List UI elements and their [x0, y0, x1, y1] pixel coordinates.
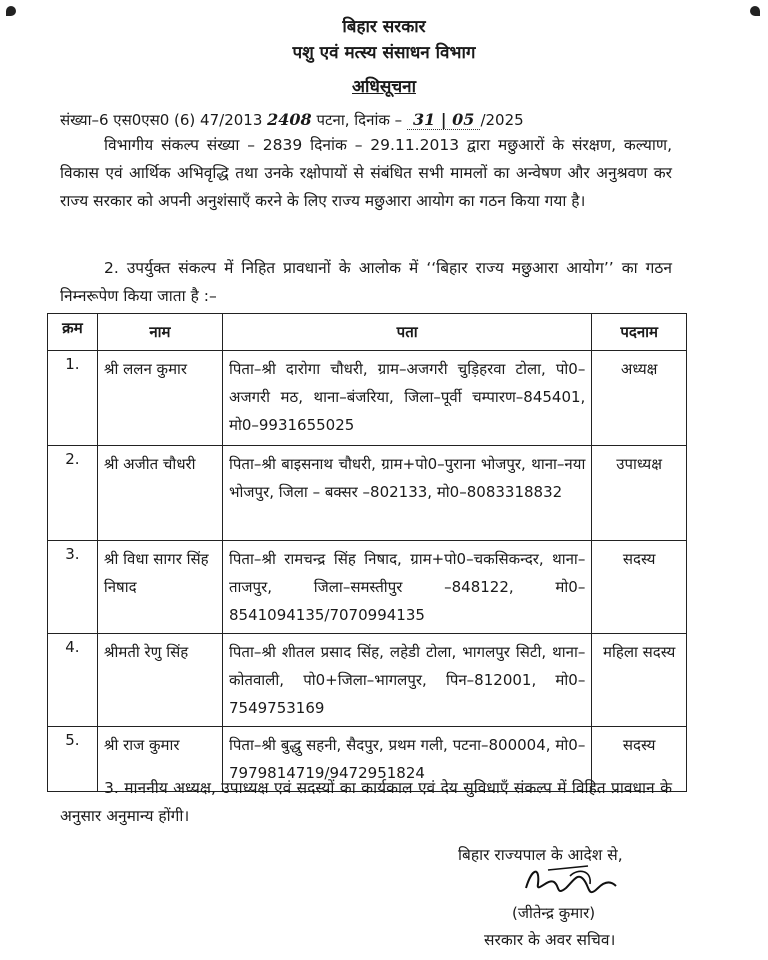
table-row [48, 351, 687, 446]
address-cell: पिता–श्री दारोगा चौधरी, ग्राम–अजगरी चुड़िहरवा टोला, पो0–अजगरी मठ, थाना–बंजरिया, जिला–पूर्वी चम्पारण–845401, मो0–9931655025 [222, 351, 591, 446]
notification-title: अधिसूचना [352, 77, 416, 97]
designation-cell: सदस्य [592, 541, 687, 634]
address-cell: पिता–श्री रामचन्द्र सिंह निषाद, ग्राम+पो0–चकसिकन्दर, थाना–ताजपुर, जिला–समस्तीपुर –848122, मो0–8541094135/7070994135 [222, 541, 591, 634]
name-cell: श्रीमती रेणु सिंह [97, 634, 222, 727]
commission-members-table [47, 313, 687, 792]
address-cell: पिता–श्री शीतल प्रसाद सिंह, लहेडी टोला, भागलपुर सिटी, थाना–कोतवाली, पो0+जिला–भागलपुर, पिन–812001, मो0–7549753169 [222, 634, 591, 727]
header-designation: पदनाम [592, 314, 687, 351]
designation-cell: उपाध्यक्ष [592, 446, 687, 541]
signatory-designation: सरकार के अवर सचिव। [484, 931, 616, 949]
serial-cell: 4. [48, 634, 98, 727]
name-cell: श्री ललन कुमार [97, 351, 222, 446]
reference-number: संख्या–6 एस0एस0 (6) 47/2013 [60, 111, 263, 129]
address-cell: पिता–श्री बाइसनाथ चौधरी, ग्राम+पो0–पुराना भोजपुर, थाना–नया भोजपुर, जिला – बक्सर –802133, मो0–8083318832 [222, 446, 591, 541]
table-row [48, 541, 687, 634]
table-row [48, 634, 687, 727]
header-name: नाम [97, 314, 222, 351]
serial-cell: 2. [48, 446, 98, 541]
designation-cell: महिला सदस्य [592, 634, 687, 727]
paragraph-3: 3. माननीय अध्यक्ष, उपाध्यक्ष एवं सदस्यों का कार्यकाल एवं देय सुविधाएँ संकल्प में विहित प्रावधान के अनुसार अनुमान्य होंगी। [60, 779, 672, 825]
serial-cell: 1. [48, 351, 98, 446]
govt-heading: बिहार सरकार [342, 17, 426, 37]
reference-year: /2025 [480, 111, 524, 129]
serial-cell: 3. [48, 541, 98, 634]
governor-order-line: बिहार राज्यपाल के आदेश से, [458, 846, 623, 864]
handwritten-date: 31 | 05 [407, 110, 481, 130]
name-cell: श्री अजीत चौधरी [97, 446, 222, 541]
paragraph-1: विभागीय संकल्प संख्या – 2839 दिनांक – 29.11.2013 द्वारा मछुआरों के संरक्षण, कल्याण, विकास एवं आर्थिक अभिवृद्धि तथा उनके रक्षोपायों से संबंधित सभी मामलों का अन्वेषण और अनुश्रवण कर राज्य सरकार को अपनी अनुशंसाएँ करने के लिए राज्य मछुआरा आयोग का गठन किया गया है। [60, 136, 672, 210]
handwritten-number: 2408 [267, 110, 312, 129]
designation-cell: सदस्य [592, 727, 687, 792]
paragraph-2: 2. उपर्युक्त संकल्प में निहित प्रावधानों के आलोक में ‘‘बिहार राज्य मछुआरा आयोग’’ का गठन निम्नरूपेण किया जाता है :– [60, 259, 672, 305]
name-cell: श्री विधा सागर सिंह निषाद [97, 541, 222, 634]
header-serial: क्रम [48, 314, 98, 351]
header-address: पता [222, 314, 591, 351]
signatory-name: (जीतेन्द्र कुमार) [512, 904, 596, 922]
designation-cell: अध्यक्ष [592, 351, 687, 446]
name-cell: श्री राज कुमार [97, 727, 222, 792]
serial-cell: 5. [48, 727, 98, 792]
table-row [48, 446, 687, 541]
department-heading: पशु एवं मत्स्य संसाधन विभाग [292, 43, 476, 63]
reference-line [60, 110, 700, 130]
place-date-label: पटना, दिनांक – [316, 111, 403, 129]
address-cell: पिता–श्री बुद्धु सहनी, सैदपुर, प्रथम गली, पटना–800004, मो0–7979814719/9472951824 [222, 727, 591, 792]
table-header-row [48, 314, 687, 351]
